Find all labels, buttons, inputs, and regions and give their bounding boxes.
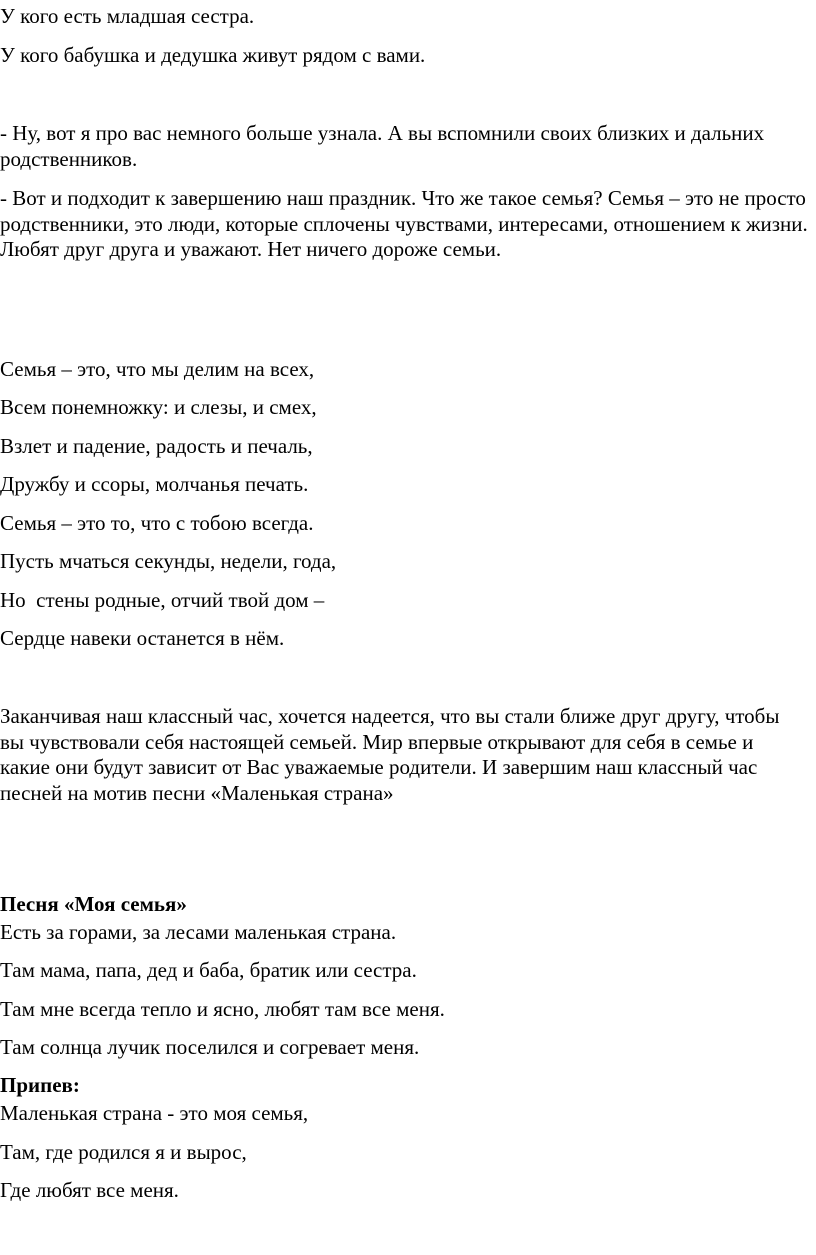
- paragraph-family-definition: - Вот и подходит к завершению наш праздник. Что же такое семья? Семья – это не просто родственники, это люди, которые сплочены чувствами, интересами, отношением к жизни. Любят друг друга и уважают. Нет ничего дороже семьи.: [0, 186, 808, 262]
- poem-line: Семья – это то, что с тобою всегда.: [0, 511, 314, 535]
- poem-line: Семья – это, что мы делим на всех,: [0, 357, 315, 381]
- poem-line: Пусть мчаться секунды, недели, года,: [0, 549, 337, 573]
- poem-line: Взлет и падение, радость и печаль,: [0, 434, 313, 458]
- poem-line: Всем понемножку: и слезы, и смех,: [0, 395, 317, 419]
- song-verse-line: Есть за горами, за лесами маленькая страна.: [0, 920, 397, 944]
- song-verse-line: Там солнца лучик поселился и согревает меня.: [0, 1035, 420, 1059]
- intro-line: У кого бабушка и дедушка живут рядом с вами.: [0, 43, 426, 67]
- closing-paragraph: Заканчивая наш классный час, хочется надеется, что вы стали ближе друг другу, чтобы вы чувствовали себя настоящей семьей. Мир впервые открывают для себя в семье и какие они будут зависит от Вас уважаемые родители. И завершим наш классный час песней на мотив песни «Маленькая страна»: [0, 704, 780, 806]
- song-chorus-line: Маленькая страна - это моя семья,: [0, 1101, 309, 1125]
- poem-line: Дружбу и ссоры, молчанья печать.: [0, 472, 309, 496]
- poem-line: Но стены родные, отчий твой дом –: [0, 588, 325, 612]
- song-chorus-line: Там, где родился я и вырос,: [0, 1140, 247, 1164]
- intro-line: У кого есть младшая сестра.: [0, 4, 255, 28]
- song-chorus-line: Где любят все меня.: [0, 1178, 179, 1202]
- paragraph-relatives: - Ну, вот я про вас немного больше узнала. А вы вспомнили своих близких и дальних родственников.: [0, 121, 765, 171]
- chorus-label: Припев:: [0, 1073, 80, 1097]
- song-verse-line: Там мне всегда тепло и ясно, любят там все меня.: [0, 997, 445, 1021]
- poem-line: Сердце навеки останется в нём.: [0, 626, 285, 650]
- song-verse-line: Там мама, папа, дед и баба, братик или сестра.: [0, 958, 417, 982]
- song-title: Песня «Моя семья»: [0, 892, 187, 916]
